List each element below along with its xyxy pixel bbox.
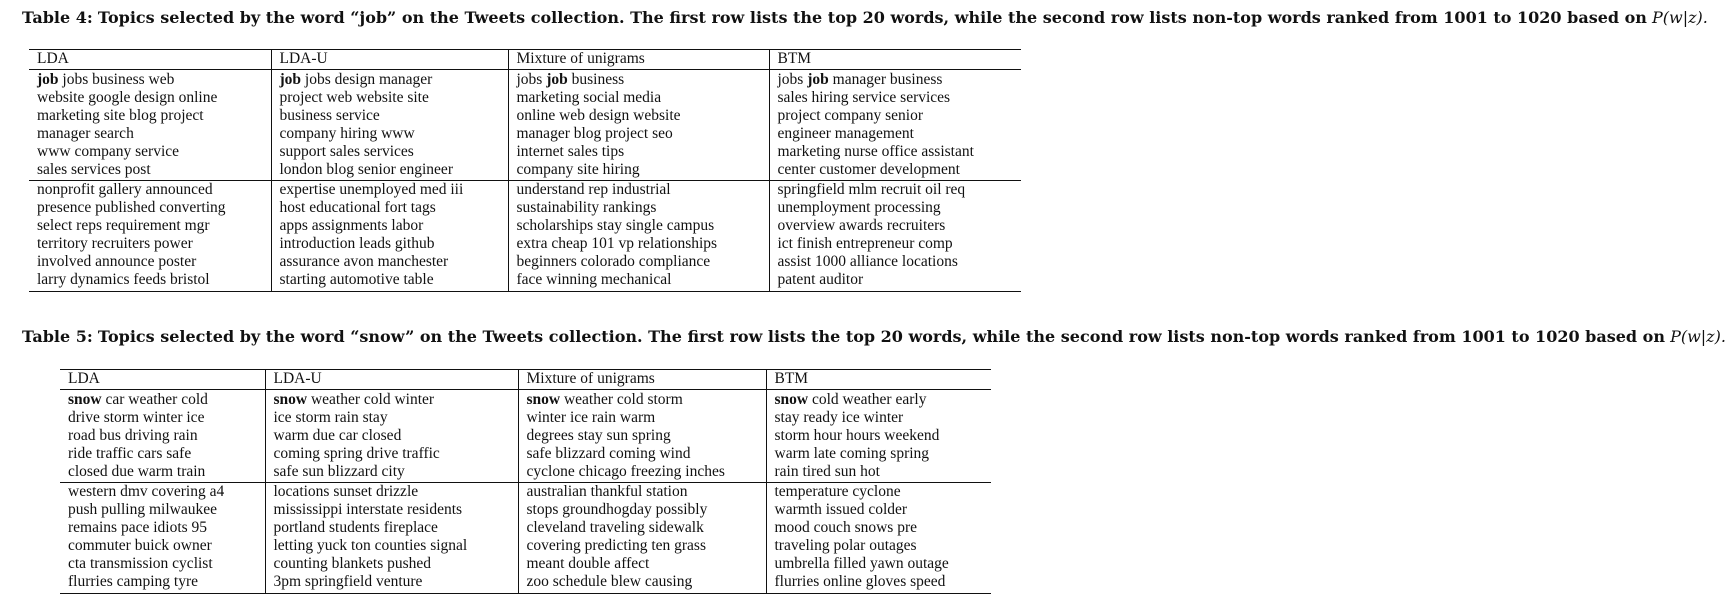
keyword: snow <box>774 391 809 408</box>
table4-top-lda-u <box>271 70 508 181</box>
keyword: snow <box>273 391 308 408</box>
keyword: job <box>546 71 568 88</box>
words: car weather cold drive storm winter ice road bus driving rain ride traffic cars safe closed due warm train <box>68 391 208 480</box>
table4-caption-math: P(w|z). <box>1652 8 1708 27</box>
words: manager business sales hiring service services project company senior engineer management marketing nurse office assistant center customer development <box>777 71 974 178</box>
table4-nontop-btm: springfield mlm recruit oil req unemployment processing overview awards recruiters ict finish entrepreneur comp assist 1000 alliance locations patent auditor <box>769 181 1021 292</box>
table5-nontop-lda-u: locations sunset drizzle mississippi interstate residents portland students fireplace letting yuck ton counties signal counting blankets pushed 3pm springfield venture <box>265 483 518 594</box>
table4 <box>29 49 1021 292</box>
words-prefix: jobs <box>516 71 547 88</box>
table5-caption <box>22 326 1726 347</box>
table5-top-lda-u <box>265 390 518 483</box>
table4-top-btm <box>769 70 1021 181</box>
table5-caption-text: Topics selected by the word “snow” on the Tweets collection. The first row lists the top 20 words, while the second row lists non-top words ranked from 1001 to 1020 based on <box>97 327 1665 346</box>
table5-col-mixture: Mixture of unigrams <box>518 370 766 390</box>
table4-top-words-row <box>29 70 1021 181</box>
table5-label: Table 5: <box>22 327 93 346</box>
table5-top-words-row <box>60 390 991 483</box>
table4-col-lda-u: LDA-U <box>271 50 508 70</box>
table5-caption-math: P(w|z). <box>1670 327 1726 346</box>
table4-col-mixture: Mixture of unigrams <box>508 50 769 70</box>
table5-nontop-lda: western dmv covering a4 push pulling milwaukee remains pace idiots 95 commuter buick owner cta transmission cyclist flurries camping tyre <box>60 483 265 594</box>
table5-nontop-btm: temperature cyclone warmth issued colder mood couch snows pre traveling polar outages umbrella filled yawn outage flurries online gloves speed <box>766 483 991 594</box>
table5-nontop-mixture: australian thankful station stops groundhogday possibly cleveland traveling sidewalk covering predicting ten grass meant double affect zoo schedule blew causing <box>518 483 766 594</box>
table4-label: Table 4: <box>22 8 93 27</box>
words: weather cold winter ice storm rain stay warm due car closed coming spring drive traffic safe sun blizzard city <box>273 391 440 480</box>
table4-caption-text: Topics selected by the word “job” on the Tweets collection. The first row lists the top 20 words, while the second row lists non-top words ranked from 1001 to 1020 based on <box>97 8 1647 27</box>
table5-top-mixture <box>518 390 766 483</box>
table5 <box>60 369 991 594</box>
words: jobs design manager project web website site business service company hiring www support sales services london blog senior engineer <box>279 71 453 178</box>
table4-caption <box>22 7 1708 28</box>
keyword: snow <box>526 391 561 408</box>
words-prefix: jobs <box>777 71 808 88</box>
table4-nontop-lda: nonprofit gallery announced presence published converting select reps requirement mgr territory recruiters power involved announce poster larry dynamics feeds bristol <box>29 181 271 292</box>
table5-col-btm: BTM <box>766 370 991 390</box>
table5-nontop-words-row <box>60 483 991 594</box>
table4-nontop-lda-u: expertise unemployed med iii host educational fort tags apps assignments labor introduction leads github assurance avon manchester starting automotive table <box>271 181 508 292</box>
table5-top-btm <box>766 390 991 483</box>
table5-header-row <box>60 370 991 390</box>
table4-nontop-words-row <box>29 181 1021 292</box>
keyword: job <box>807 71 829 88</box>
table4-nontop-mixture: understand rep industrial sustainability rankings scholarships stay single campus extra cheap 101 vp relationships beginners colorado compliance face winning mechanical <box>508 181 769 292</box>
table5-col-lda: LDA <box>60 370 265 390</box>
words: business marketing social media online web design website manager blog project seo internet sales tips company site hiring <box>516 71 681 178</box>
table4-top-mixture <box>508 70 769 181</box>
keyword: snow <box>68 391 102 408</box>
keyword: job <box>37 71 59 88</box>
keyword: job <box>279 71 302 88</box>
table4-header-row <box>29 50 1021 70</box>
words: cold weather early stay ready ice winter storm hour hours weekend warm late coming spring rain tired sun hot <box>774 391 940 480</box>
table4-col-lda: LDA <box>29 50 271 70</box>
table4-col-btm: BTM <box>769 50 1021 70</box>
words: jobs business web website google design online marketing site blog project manager search www company service sales services post <box>37 71 218 178</box>
table5-top-lda <box>60 390 265 483</box>
table4-top-lda <box>29 70 271 181</box>
words: weather cold storm winter ice rain warm degrees stay sun spring safe blizzard coming wind cyclone chicago freezing inches <box>526 391 725 480</box>
table5-col-lda-u: LDA-U <box>265 370 518 390</box>
